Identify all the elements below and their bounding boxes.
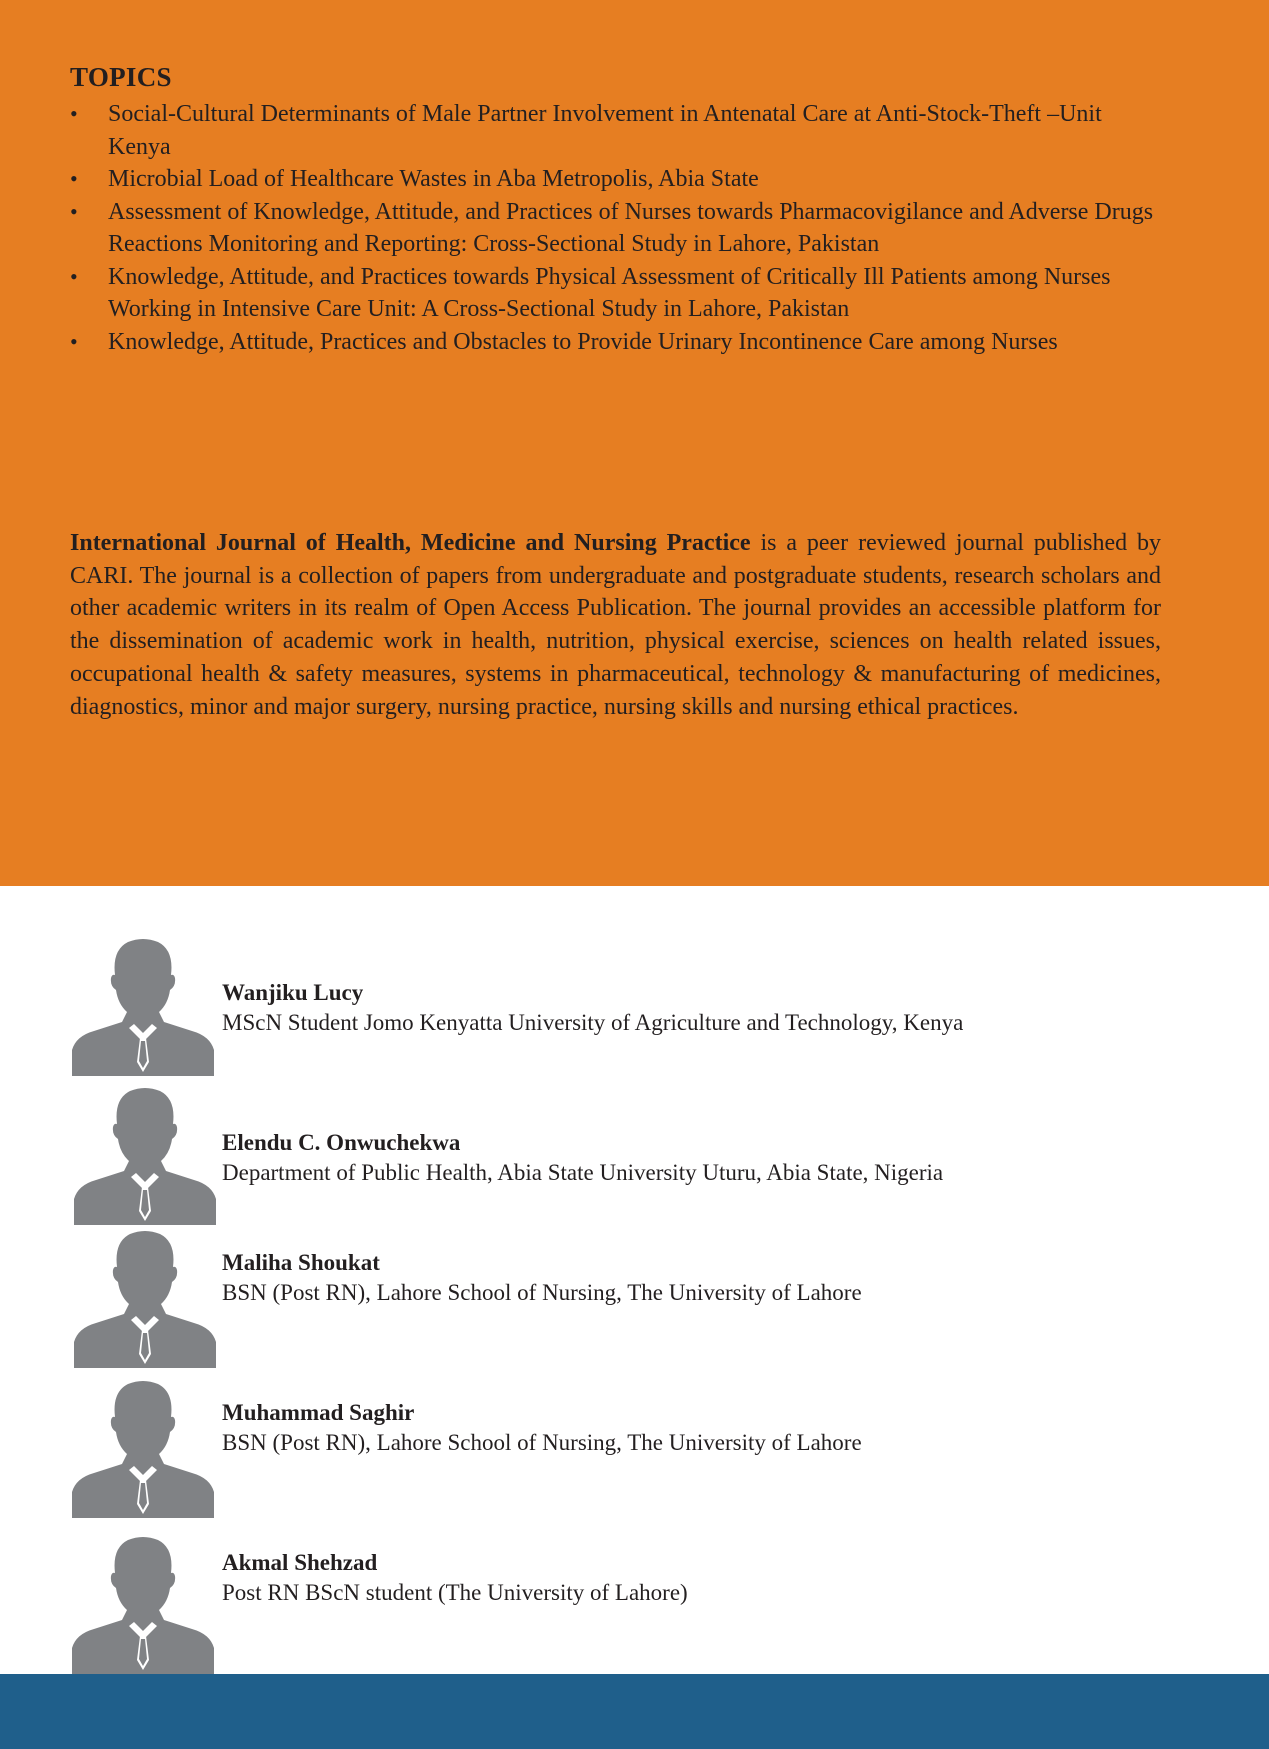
author-entry (72, 1536, 1252, 1676)
topic-item: • Assessment of Knowledge, Attitude, and Practices of Nurses towards Pharmacovigilance and Adverse Drugs Reactions Monitoring and Reporting: Cross-Sectional Study in Lahore, Pakistan (70, 196, 1170, 261)
person-silhouette-icon (74, 1087, 216, 1225)
author-name: Maliha Shoukat (222, 1250, 380, 1275)
author-affiliation: BSN (Post RN), Lahore School of Nursing, The University of Lahore (222, 1430, 862, 1455)
author-info (222, 1398, 862, 1458)
person-silhouette-icon (72, 1536, 214, 1674)
topic-item: • Social-Cultural Determinants of Male Partner Involvement in Antenatal Care at Anti-Stock-Theft –Unit Kenya (70, 98, 1170, 163)
topic-item: • Microbial Load of Healthcare Wastes in Aba Metropolis, Abia State (70, 163, 1170, 196)
topics-list (70, 98, 1170, 358)
author-entry (74, 1230, 1254, 1370)
author-entry (74, 1087, 1254, 1227)
person-silhouette-icon (72, 1380, 214, 1518)
author-affiliation: Post RN BScN student (The University of Lahore) (222, 1580, 688, 1605)
author-info (222, 1548, 688, 1608)
author-name: Akmal Shehzad (222, 1550, 378, 1575)
author-name: Muhammad Saghir (222, 1400, 415, 1425)
author-affiliation: BSN (Post RN), Lahore School of Nursing, The University of Lahore (222, 1280, 862, 1305)
topic-item: • Knowledge, Attitude, and Practices towards Physical Assessment of Critically Ill Patients among Nurses Working in Intensive Care Unit: A Cross-Sectional Study in Lahore, Pakistan (70, 261, 1170, 326)
author-affiliation: Department of Public Health, Abia State University Uturu, Abia State, Nigeria (222, 1160, 944, 1185)
author-info (222, 1248, 862, 1308)
journal-name: International Journal of Health, Medicine and Nursing Practice (70, 530, 751, 556)
author-affiliation: MScN Student Jomo Kenyatta University of Agriculture and Technology, Kenya (222, 1010, 964, 1035)
journal-description (70, 527, 1161, 723)
author-name: Elendu C. Onwuchekwa (222, 1130, 461, 1155)
footer-band (0, 1674, 1269, 1749)
author-entry (72, 1380, 1252, 1520)
person-silhouette-icon (74, 1230, 216, 1368)
person-silhouette-icon (72, 938, 214, 1076)
topics-heading: TOPICS (70, 62, 172, 92)
author-entry (72, 938, 1252, 1078)
author-info (222, 978, 963, 1038)
author-name: Wanjiku Lucy (222, 980, 364, 1005)
journal-description-text: is a peer reviewed journal published by CARI. The journal is a collection of papers from undergraduate and postgraduate students, research scholars and other academic writers in its realm of Open Access Publication. The journal provides an accessible platform for the dissemination of academic work in health, nutrition, physical exercise, sciences on health related issues, occupational health & safety measures, systems in pharmaceutical, technology & manufacturing of medicines, diagnostics, minor and major surgery, nursing practice, nursing skills and nursing ethical practices. (70, 530, 1162, 720)
author-info (222, 1128, 943, 1188)
topic-item: • Knowledge, Attitude, Practices and Obstacles to Provide Urinary Incontinence Care among Nurses (70, 326, 1170, 359)
